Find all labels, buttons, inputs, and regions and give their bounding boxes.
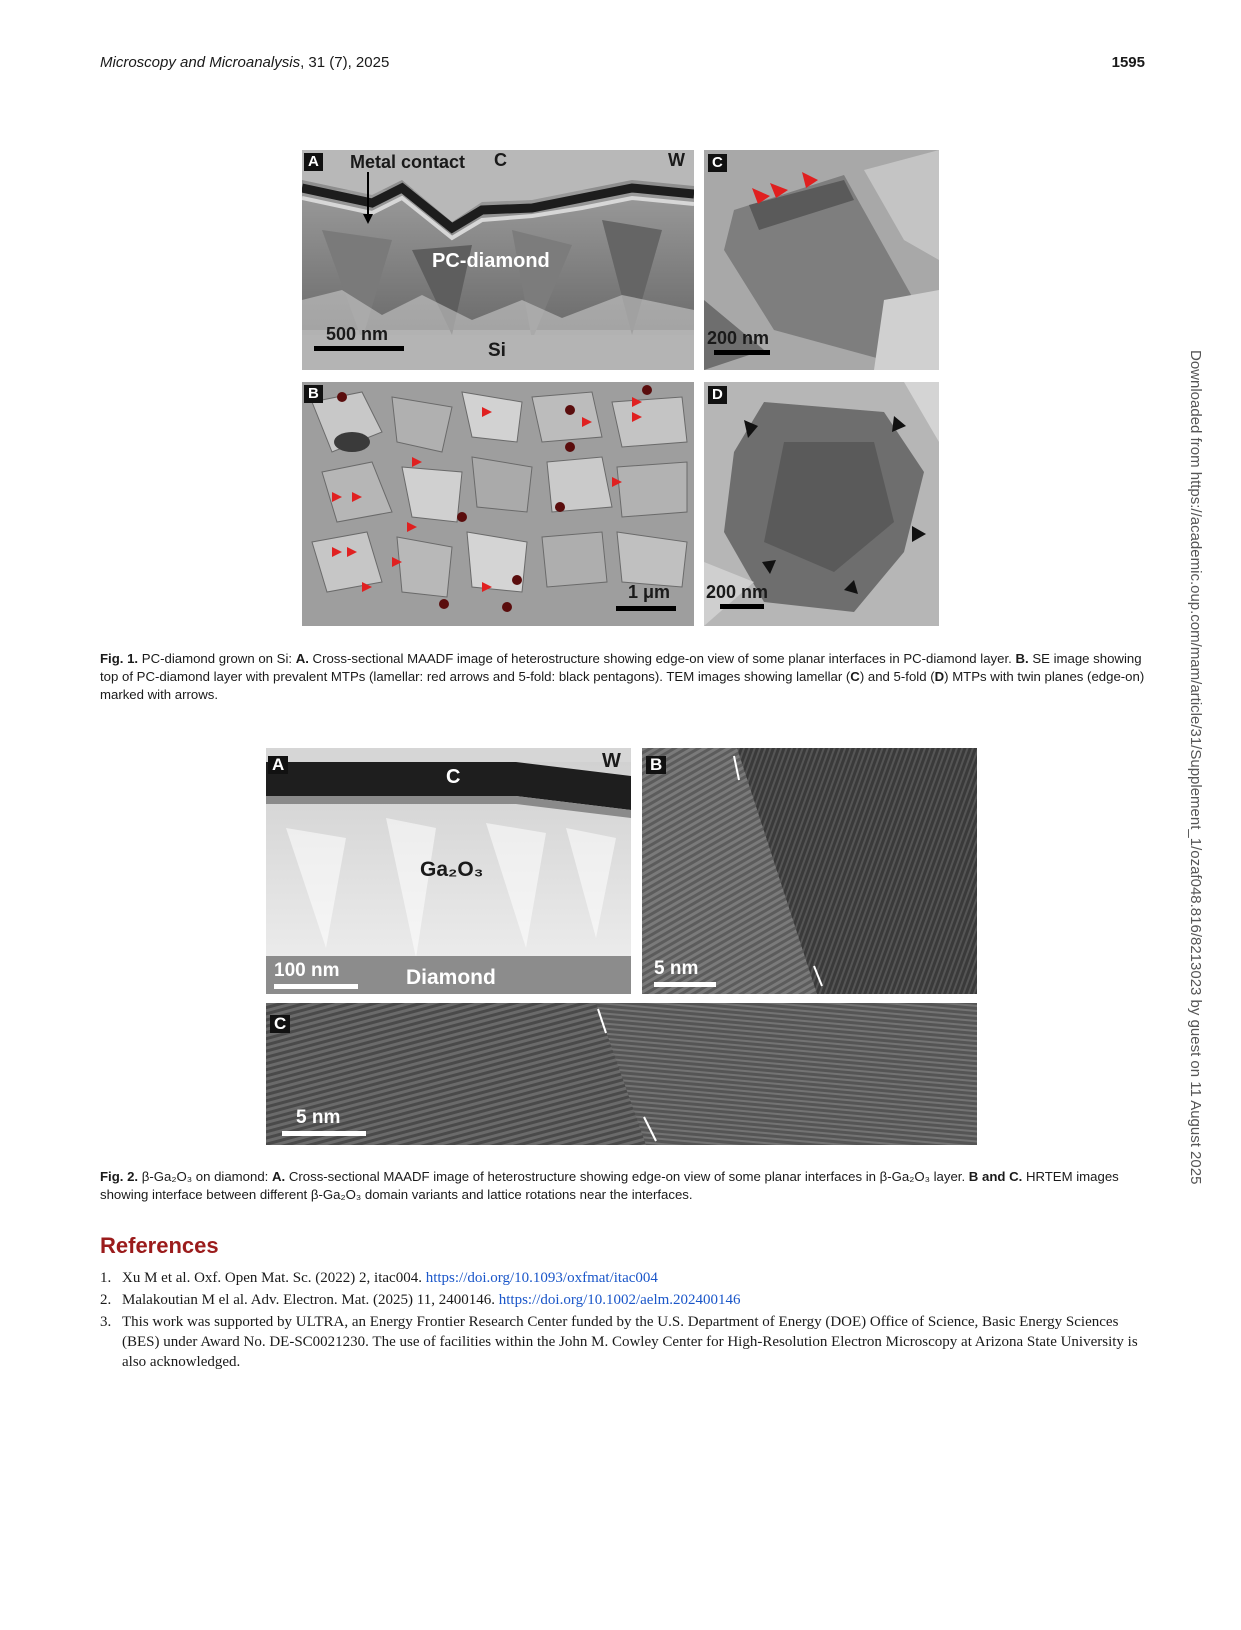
fig1-panel-c (704, 150, 939, 370)
scale-bar-label: 100 nm (274, 960, 340, 981)
fig2-panel-c (266, 1003, 977, 1145)
panel-label: C (708, 154, 727, 172)
page-header (100, 54, 1145, 76)
scale-bar (654, 982, 716, 987)
panel-label: A (304, 153, 323, 171)
panel-label: B (304, 385, 323, 403)
download-note (1186, 350, 1208, 1310)
scale-bar-label: 200 nm (707, 328, 770, 348)
scale-bar (720, 604, 764, 609)
panel-label: B (646, 756, 666, 774)
reference-text: This work was supported by ULTRA, an Energy Frontier Research Center funded by the U.S. Department of Energy (DOE) Office of Science, Basic Energy Sciences (BES) under Award No. DE-SC0021230. The use of facilities within the John M. Cowley Center for High-Resolution Electron Microscopy at Arizona State University is also acknowledged. (122, 1314, 1138, 1370)
scale-bar-label: 5 nm (296, 1107, 341, 1128)
w-layer-label: W (602, 750, 621, 772)
fig1-panel-b (302, 382, 694, 626)
scale-bar (714, 350, 770, 355)
scale-bar-label: 200 nm (706, 582, 769, 602)
scale-bar-label: 500 nm (326, 324, 389, 344)
w-layer-label: W (668, 150, 685, 170)
fig2-panel-a (266, 748, 631, 994)
reference-item: 3. This work was supported by ULTRA, an Energy Frontier Research Center funded by the U.S. Department of Energy (DOE) Office of Science, Basic Energy Sciences (BES) under Award No. DE-SC0021230. The use of facilities within the John M. Cowley Center for High-Resolution Electron Microscopy at Arizona State University is also acknowledged. (100, 1314, 1138, 1370)
scale-bar (616, 606, 676, 611)
doi-link[interactable]: https://doi.org/10.1002/aelm.202400146 (498, 1292, 741, 1308)
metal-contact-label: Metal contact (350, 152, 466, 172)
scale-bar (274, 984, 358, 989)
fig2-panel-b (642, 748, 977, 994)
fig2-panel-c-image (266, 1003, 977, 1145)
fig2-caption: Fig. 2. β-Ga₂O₃ on diamond: A. Cross-sectional MAADF image of heterostructure showing edge-on view of some planar interfaces in β-Ga₂O₃ layer. B and C. HRTEM images showing interface between different β-Ga₂O₃ domain variants and lattice rotations near the interfaces. (100, 1169, 1119, 1202)
scale-bar (314, 346, 404, 351)
scale-bar-label: 1 μm (628, 582, 671, 602)
reference-text: Malakoutian M el al. Adv. Electron. Mat. (2025) 11, 2400146. (122, 1292, 499, 1308)
references-heading: References (100, 1233, 219, 1258)
page-number: 1595 (1111, 54, 1145, 71)
fig1-caption: Fig. 1. PC-diamond grown on Si: A. Cross-sectional MAADF image of heterostructure showing edge-on view of some planar interfaces in PC-diamond layer. B. SE image showing top of PC-diamond layer with prevalent MTPs (lamellar: red arrows and 5-fold: black pentagons). TEM images showing lamellar (C) and 5-fold (D) MTPs with twin planes (edge-on) marked with arrows. (100, 651, 1145, 702)
c-layer-label: C (494, 150, 507, 170)
material-label: PC-diamond (432, 250, 550, 272)
material-label: Ga₂O₃ (420, 858, 484, 881)
panel-label: D (708, 386, 727, 404)
fig1-panel-d (704, 382, 939, 626)
references-list (100, 1268, 1145, 1374)
reference-item: 1. Xu M et al. Oxf. Open Mat. Sc. (2022) 2, itac004. https://doi.org/10.1093/oxfmat/itac004 (100, 1270, 658, 1286)
substrate-label: Si (488, 340, 506, 361)
reference-item: 2. Malakoutian M el al. Adv. Electron. Mat. (2025) 11, 2400146. https://doi.org/10.1002/aelm.202400146 (100, 1292, 741, 1308)
journal-citation: Microscopy and Microanalysis, 31 (7), 2025 (100, 54, 390, 71)
download-note-text: Downloaded from https://academic.oup.com/mam/article/31/Supplement_1/ozaf048.816/8213023 by guest on 11 August 2025 (1187, 350, 1204, 1185)
c-layer-label: C (446, 766, 461, 788)
reference-text: Xu M et al. Oxf. Open Mat. Sc. (2022) 2, itac004. (122, 1270, 426, 1286)
doi-link[interactable]: https://doi.org/10.1093/oxfmat/itac004 (425, 1270, 658, 1286)
scale-bar (282, 1131, 366, 1136)
panel-label: C (270, 1015, 290, 1033)
panel-label: A (268, 756, 288, 774)
fig1-panel-a (302, 150, 694, 370)
scale-bar-label: 5 nm (654, 958, 699, 979)
substrate-label: Diamond (406, 966, 496, 989)
